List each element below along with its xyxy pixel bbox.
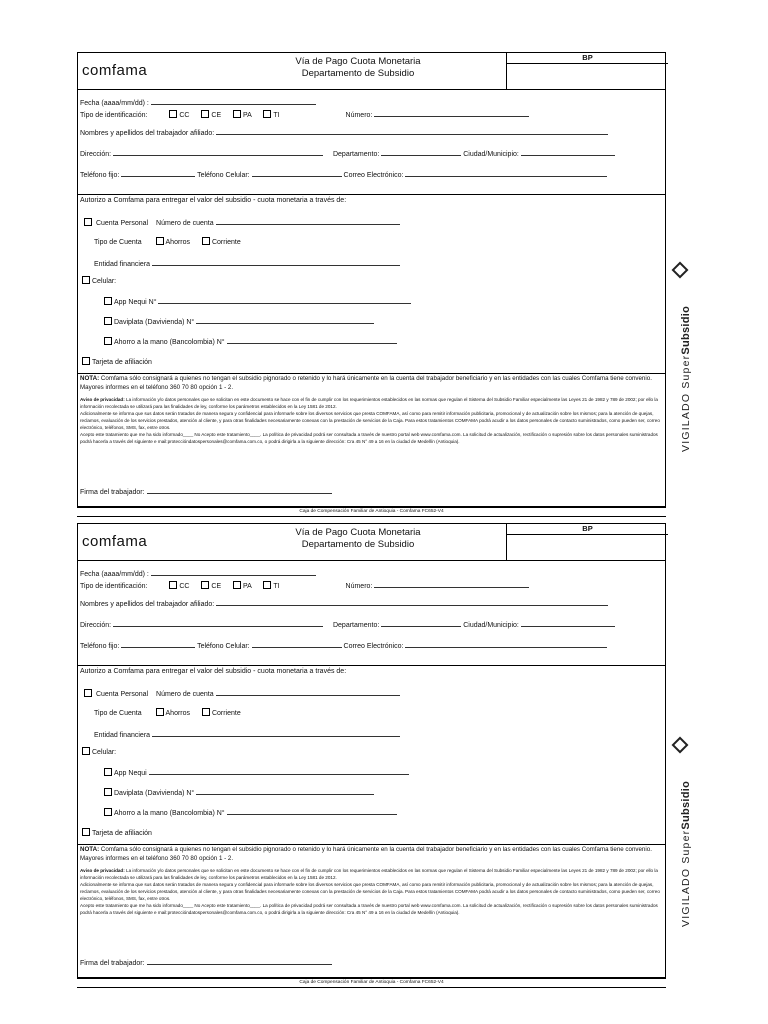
nota-label: NOTA: <box>80 375 100 382</box>
checkbox-cuenta-personal[interactable] <box>84 218 92 226</box>
vigilado-label: VIGILADO Super <box>680 829 692 927</box>
numero-label: Número: <box>345 112 373 119</box>
ti-label: TI <box>273 583 280 590</box>
telefono-row <box>80 640 607 650</box>
nequi-row <box>104 767 409 777</box>
id-type-row <box>80 580 529 590</box>
checkbox-nequi[interactable] <box>104 768 112 776</box>
nequi-label: App Nequi <box>114 770 147 777</box>
subsidio-label: Subsidio <box>680 305 692 355</box>
departamento-label: Departamento: <box>332 151 380 158</box>
privacy-p2: Adicionalmente se informa que sus datos serán tratados de manera segura y confidencial para informarle sobre los diversos servicios que presta COMFAMA, así como para remitir información publicitaria, promocional y de actualización sobre los mismos; para la atención de quejas, reclamos, evaluación de los servicios prestados, atención al cliente, y para otras finalidades necesariamente conexas con la prestación de servicios de la Caja. Para estos tratamientos COMFAMA podrá acudir a los datos personales de contacto suministrados, como pueden ser, correo electrónico, teléfonos, SMS, fax, entre otros. <box>80 882 660 901</box>
numero-cuenta-input[interactable] <box>216 688 400 696</box>
checkbox-pa[interactable] <box>233 110 241 118</box>
fecha-input[interactable] <box>151 97 316 105</box>
nombres-row <box>80 127 608 137</box>
checkbox-ce[interactable] <box>201 110 209 118</box>
nota-text <box>80 374 661 392</box>
checkbox-tarjeta[interactable] <box>82 828 90 836</box>
departamento-label: Departamento: <box>332 622 380 629</box>
celular-label: Celular: <box>92 749 117 756</box>
correo-input[interactable] <box>405 169 607 177</box>
firma-input[interactable] <box>147 486 332 494</box>
tarjeta-row <box>82 828 152 837</box>
vigilado-text <box>680 781 692 927</box>
nombres-row <box>80 598 608 608</box>
celular-row <box>82 747 116 756</box>
direccion-label: Dirección: <box>80 622 112 629</box>
direccion-row <box>80 619 615 629</box>
privacy-label: Aviso de privacidad: <box>80 868 125 873</box>
cuenta-personal-row <box>84 217 400 227</box>
numero-cuenta-label: Número de cuenta <box>156 691 214 698</box>
direccion-input[interactable] <box>113 619 323 627</box>
checkbox-ti[interactable] <box>263 581 271 589</box>
id-type-label: Tipo de identificación: <box>80 583 148 590</box>
nequi-input[interactable] <box>149 767 409 775</box>
checkbox-celular[interactable] <box>82 747 90 755</box>
checkbox-ce[interactable] <box>201 581 209 589</box>
tarjeta-label: Tarjeta de afiliación <box>92 830 152 837</box>
nombres-input[interactable] <box>216 598 608 606</box>
entidad-input[interactable] <box>152 729 400 737</box>
fecha-input[interactable] <box>151 568 316 576</box>
telefono-fijo-input[interactable] <box>121 169 195 177</box>
tipo-cuenta-row <box>94 237 241 246</box>
form-copy-2 <box>77 523 666 988</box>
corriente-label: Corriente <box>211 710 241 717</box>
privacy-text <box>80 396 661 445</box>
numero-cuenta-label: Número de cuenta <box>156 220 214 227</box>
nota-text <box>80 845 661 863</box>
ahorro-mano-row <box>104 336 397 346</box>
tipo-cuenta-row <box>94 708 241 717</box>
vigilado-label: VIGILADO Super <box>680 354 692 452</box>
autorizo-text: Autorizo a Comfama para entregar el valor del subsidio - cuota monetaria a través de: <box>80 668 347 675</box>
ahorro-mano-label: Ahorro a la mano (Bancolombia) N° <box>114 339 225 346</box>
payment-section <box>77 195 666 374</box>
checkbox-pa[interactable] <box>233 581 241 589</box>
firma-label: Firma del trabajador: <box>80 489 145 496</box>
privacy-p1: La información y/o datos personales que se solicitan en este documento se hace con el fin de cumplir con los requerimientos establecidos en las normas que regulan el Sistema del Subsidio Familiar especialmente las Leyes 21 de 1982 y 789 de 2002; por ello la información recolectada se utilizará para las finalidades de ley, conforme los parámetros establecidos en la Ley 1581 de 2012. <box>80 397 658 409</box>
telefono-fijo-label: Teléfono fijo: <box>80 643 120 650</box>
fecha-row <box>80 568 316 578</box>
supersubsidio-logo-icon <box>672 262 689 279</box>
ahorros-label: Ahorros <box>165 710 191 717</box>
ciudad-label: Ciudad/Municipio: <box>463 622 519 629</box>
correo-input[interactable] <box>405 640 607 648</box>
ahorro-mano-input[interactable] <box>227 807 397 815</box>
comfama-logo: comfama <box>82 533 148 550</box>
vigilado-supersubsidio-mark <box>670 737 690 937</box>
comfama-logo: comfama <box>82 62 148 79</box>
id-type-row <box>80 109 529 119</box>
nequi-label: App Nequi N° <box>114 299 157 306</box>
numero-input[interactable] <box>374 580 529 588</box>
ce-label: CE <box>211 112 222 119</box>
privacy-text <box>80 867 661 916</box>
telefono-celular-input[interactable] <box>252 640 342 648</box>
checkbox-ahorro-mano[interactable] <box>104 337 112 345</box>
ce-label: CE <box>211 583 222 590</box>
cuenta-personal-label: Cuenta Personal <box>95 691 149 698</box>
telefono-celular-input[interactable] <box>252 169 342 177</box>
firma-input[interactable] <box>147 957 332 965</box>
nota-body: Comfama sólo consignará a quienes no tengan el subsidio pignorado o retenido y lo hará únicamente en la cuenta del trabajador beneficiario y en las entidades con las cuales Comfama tiene convenio. Mayores informes en el teléfono 360 70 80 opción 1 - 2. <box>80 846 652 862</box>
checkbox-corriente[interactable] <box>202 237 210 245</box>
checkbox-tarjeta[interactable] <box>82 357 90 365</box>
title-line-1: Vía de Pago Cuota Monetaria <box>295 527 421 538</box>
notes-section <box>77 374 666 507</box>
checkbox-ahorros[interactable] <box>156 708 164 716</box>
privacy-p3: Acepto este tratamiento que me ha sido informado____ No Acepto este tratamiento____. La política de privacidad podrá ser consultada a través de nuestro portal web www.comfama.com. La solicitud de actualización, rectificación o supresión sobre los datos personales suministrados podrá hacerla a través del siguiente e mail:proteccióndatospersonales@comfama.com.co, o podrá dirigirla a la siguiente dirección: Cra 45 N° 49 a 16 en la ciudad de Medellín (Antioquia). <box>80 432 658 444</box>
form-footer: Caja de Compensación Familiar de Antioquia - Comfama FC652-V4 <box>77 507 666 517</box>
checkbox-nequi[interactable] <box>104 297 112 305</box>
form-header <box>77 52 666 89</box>
nombres-label: Nombres y apellidos del trabajador afiliado: <box>80 601 215 608</box>
pa-label: PA <box>243 112 252 119</box>
direccion-input[interactable] <box>113 148 323 156</box>
ciudad-input[interactable] <box>521 619 615 627</box>
personal-data-section <box>77 560 666 666</box>
vigilado-supersubsidio-mark <box>670 262 690 462</box>
checkbox-corriente[interactable] <box>202 708 210 716</box>
bp-label: BP <box>507 53 668 64</box>
subsidio-label: Subsidio <box>680 780 692 830</box>
corriente-label: Corriente <box>211 239 241 246</box>
checkbox-cc[interactable] <box>169 581 177 589</box>
numero-label: Número: <box>345 583 373 590</box>
departamento-input[interactable] <box>381 619 461 627</box>
tipo-cuenta-label: Tipo de Cuenta <box>94 239 142 246</box>
checkbox-ahorros[interactable] <box>156 237 164 245</box>
id-type-label: Tipo de identificación: <box>80 112 148 119</box>
title-line-2: Departamento de Subsidio <box>301 539 415 550</box>
nequi-row <box>104 296 411 306</box>
nombres-label: Nombres y apellidos del trabajador afiliado: <box>80 130 215 137</box>
cuenta-personal-row <box>84 688 400 698</box>
vigilado-text <box>680 306 692 452</box>
privacy-p2: Adicionalmente se informa que sus datos serán tratados de manera segura y confidencial para informarle sobre los diversos servicios que presta COMFAMA, así como para remitir información publicitaria, promocional y de actualización sobre los mismos; para la atención de quejas, reclamos, evaluación de los servicios prestados, atención al cliente, y para otras finalidades necesariamente conexas con la prestación de servicios de la Caja. Para estos tratamientos COMFAMA podrá acudir a los datos personales de contacto suministrados, como pueden ser, correo electrónico, teléfonos, SMS, fax, entre otros. <box>80 411 660 430</box>
numero-cuenta-input[interactable] <box>216 217 400 225</box>
fecha-label: Fecha (aaaa/mm/dd) : <box>80 100 149 107</box>
payment-section <box>77 666 666 845</box>
daviplata-row <box>104 787 374 797</box>
entidad-input[interactable] <box>152 258 400 266</box>
checkbox-cuenta-personal[interactable] <box>84 689 92 697</box>
cc-label: CC <box>179 112 190 119</box>
cc-label: CC <box>179 583 190 590</box>
numero-input[interactable] <box>374 109 529 117</box>
autorizo-text: Autorizo a Comfama para entregar el valor del subsidio - cuota monetaria a través de: <box>80 197 347 204</box>
form-title <box>208 527 508 551</box>
entidad-label: Entidad financiera <box>94 261 151 268</box>
celular-label: Celular: <box>92 278 117 285</box>
telefono-row <box>80 169 607 179</box>
firma-row <box>80 957 332 967</box>
entidad-row <box>94 258 400 268</box>
firma-label: Firma del trabajador: <box>80 960 145 967</box>
daviplata-label: Daviplata (Davivienda) N° <box>114 790 195 797</box>
fecha-label: Fecha (aaaa/mm/dd) : <box>80 571 149 578</box>
daviplata-label: Daviplata (Davivienda) N° <box>114 319 195 326</box>
entidad-label: Entidad financiera <box>94 732 151 739</box>
telefono-celular-label: Teléfono Celular: <box>197 172 250 179</box>
checkbox-ti[interactable] <box>263 110 271 118</box>
form-title <box>208 56 508 80</box>
form-header <box>77 523 666 560</box>
form-footer: Caja de Compensación Familiar de Antioquia - Comfama FC652-V4 <box>77 978 666 988</box>
checkbox-daviplata[interactable] <box>104 788 112 796</box>
telefono-fijo-input[interactable] <box>121 640 195 648</box>
privacy-label: Aviso de privacidad: <box>80 397 125 402</box>
notes-section <box>77 845 666 978</box>
cuenta-personal-label: Cuenta Personal <box>95 220 149 227</box>
nombres-input[interactable] <box>216 127 608 135</box>
ahorros-label: Ahorros <box>165 239 191 246</box>
direccion-label: Dirección: <box>80 151 112 158</box>
tarjeta-row <box>82 357 152 366</box>
ti-label: TI <box>273 112 280 119</box>
nequi-input[interactable] <box>158 296 411 304</box>
ahorro-mano-label: Ahorro a la mano (Bancolombia) N° <box>114 810 225 817</box>
firma-row <box>80 486 332 496</box>
correo-label: Correo Electrónico: <box>343 172 404 179</box>
bp-box[interactable] <box>506 53 668 89</box>
daviplata-row <box>104 316 374 326</box>
checkbox-daviplata[interactable] <box>104 317 112 325</box>
privacy-p3: Acepto este tratamiento que me ha sido informado____ No Acepto este tratamiento____. La política de privacidad podrá ser consultada a través de nuestro portal web www.comfama.com. La solicitud de actualización, rectificación o supresión sobre los datos personales suministrados podrá hacerla a través del siguiente e mail:proteccióndatospersonales@comfama.com.co, o podrá dirigirla a la siguiente dirección: Cra 45 N° 49 a 16 en la ciudad de Medellín (Antioquia). <box>80 903 658 915</box>
ciudad-input[interactable] <box>521 148 615 156</box>
correo-label: Correo Electrónico: <box>343 643 404 650</box>
ciudad-label: Ciudad/Municipio: <box>463 151 519 158</box>
daviplata-input[interactable] <box>196 787 374 795</box>
ahorro-mano-input[interactable] <box>227 336 397 344</box>
ahorro-mano-row <box>104 807 397 817</box>
daviplata-input[interactable] <box>196 316 374 324</box>
checkbox-celular[interactable] <box>82 276 90 284</box>
title-line-2: Departamento de Subsidio <box>301 68 415 79</box>
telefono-celular-label: Teléfono Celular: <box>197 643 250 650</box>
checkbox-cc[interactable] <box>169 110 177 118</box>
form-copy-1 <box>77 52 666 517</box>
entidad-row <box>94 729 400 739</box>
bp-label: BP <box>507 524 668 535</box>
tipo-cuenta-label: Tipo de Cuenta <box>94 710 142 717</box>
checkbox-ahorro-mano[interactable] <box>104 808 112 816</box>
privacy-p1: La información y/o datos personales que se solicitan en este documento se hace con el fin de cumplir con los requerimientos establecidos en las normas que regulan el Sistema del Subsidio Familiar especialmente las Leyes 21 de 1982 y 789 de 2002; por ello la información recolectada se utilizará para las finalidades de ley, conforme los parámetros establecidos en la Ley 1581 de 2012. <box>80 868 658 880</box>
bp-box[interactable] <box>506 524 668 560</box>
pa-label: PA <box>243 583 252 590</box>
title-line-1: Vía de Pago Cuota Monetaria <box>295 56 421 67</box>
nota-body: Comfama sólo consignará a quienes no tengan el subsidio pignorado o retenido y lo hará únicamente en la cuenta del trabajador beneficiario y en las entidades con las cuales Comfama tiene convenio. Mayores informes en el teléfono 360 70 80 opción 1 - 2. <box>80 375 652 391</box>
personal-data-section <box>77 89 666 195</box>
nota-label: NOTA: <box>80 846 100 853</box>
tarjeta-label: Tarjeta de afiliación <box>92 359 152 366</box>
telefono-fijo-label: Teléfono fijo: <box>80 172 120 179</box>
celular-row <box>82 276 116 285</box>
direccion-row <box>80 148 615 158</box>
supersubsidio-logo-icon <box>672 737 689 754</box>
fecha-row <box>80 97 316 107</box>
departamento-input[interactable] <box>381 148 461 156</box>
